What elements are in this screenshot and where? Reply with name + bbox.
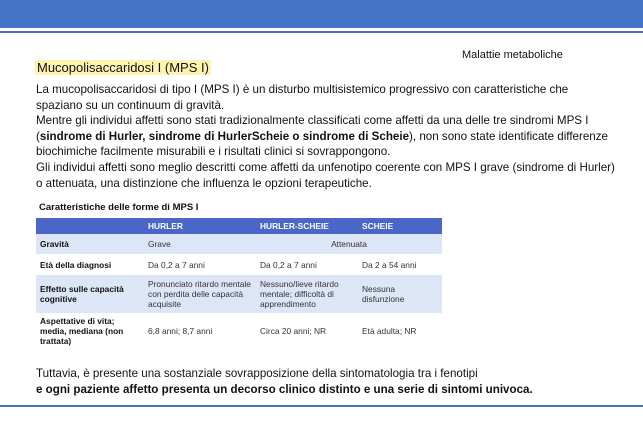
table-row [36,254,442,275]
paragraph-1: La mucopolisaccaridosi di tipo I (MPS I) è un disturbo multisistemico progressivo con caratteristiche che spaziano su un continuum di gravità. [36,83,569,112]
paragraph-3: Gli individui affetti sono meglio descritti come affetti da unfenotipo coerente con MPS I grave (sindrome di Hurler) o attenuata, una distinzione che influenza le opzioni terapeutiche. [36,160,615,190]
paragraph-2-start: Mentre gli individui affetti sono stati tradizionalmente classificati come affetti da una delle tre sindromi MPS I ( [36,114,589,143]
conclusion-line-1: Tuttavia, è presente una sostanziale sovrapposizione della sintomatologia tra i fenotipi [36,367,478,380]
header-cell-hurler-scheie: HURLER-SCHEIE [256,218,358,234]
body-text [36,82,616,191]
table-header-row [36,218,442,234]
top-banner [0,0,643,28]
row-label: Effetto sulle capacità cognitive [36,275,144,313]
header-cell-scheie: SCHEIE [358,218,442,234]
forms-table-figure [36,202,442,349]
table-row [36,275,442,313]
category-label: Malattie metaboliche [462,49,563,61]
table-cell: Nessuno/lieve ritardo mentale; difficoltà di apprendimento [256,275,358,313]
conclusion-emphasis: ogni paziente affetto presenta un decorso clinico distinto e una serie di sintomi univoca. [45,382,533,396]
conclusion-line-2 [36,382,616,398]
table-cell: Da 0,2 a 7 anni [144,254,256,275]
table-cell: Attenuata [256,234,442,254]
table-cell: Pronunciato ritardo mentale con perdita delle capacità acquisite [144,275,256,313]
table-cell: Da 2 a 54 anni [358,254,442,275]
paragraph-2-end: ), non sono state identificate differenze biochimiche facilmente misurabili e i risultati clinici si sovrappongono. [36,129,608,159]
table-cell: Circa 20 anni; NR [256,313,358,349]
row-label: Gravità [36,234,144,254]
conclusion-line-2-start: e [36,382,46,396]
row-label: Età della diagnosi [36,254,144,275]
table-title: Caratteristiche delle forme di MPS I [39,202,199,213]
row-label: Aspettative di vita; media, mediana (non trattata) [36,313,144,349]
table-row [36,234,442,254]
syndromes-list: sindrome di Hurler, sindrome di HurlerScheie o sindrome di Scheie [39,129,410,143]
conclusion-text [36,366,616,397]
table-cell: 6,8 anni; 8,7 anni [144,313,256,349]
header-cell-empty [36,218,144,234]
table-row [36,313,442,349]
table-cell: Nessuna disfunzione [358,275,442,313]
paragraph-2 [36,113,616,160]
bottom-divider [0,405,643,407]
table-cell: Grave [144,234,256,254]
table-cell: Da 0,2 a 7 anni [256,254,358,275]
forms-table [36,218,442,349]
page-title: Mucopolisaccaridosi I (MPS I) [37,60,209,75]
header-cell-hurler: HURLER [144,218,256,234]
top-divider [0,31,643,33]
table-cell: Età adulta; NR [358,313,442,349]
